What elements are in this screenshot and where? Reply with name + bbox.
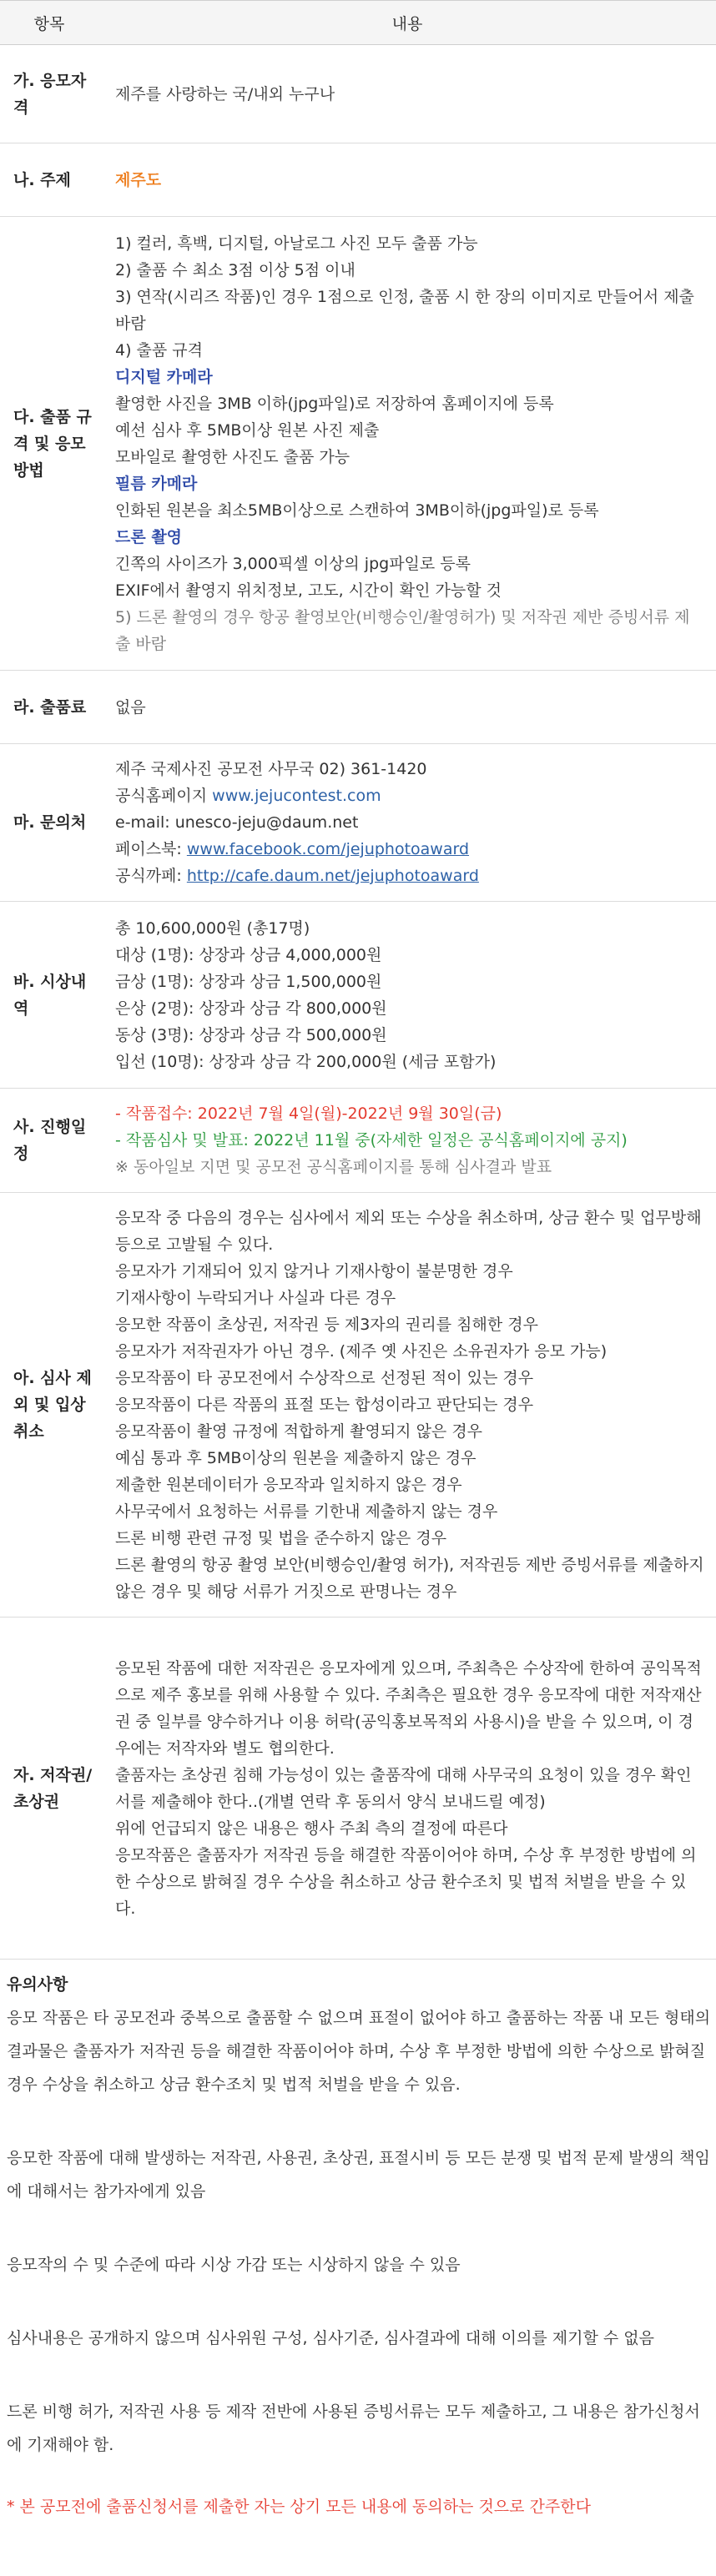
method-line: 4) 출품 규격 — [115, 340, 203, 360]
row-content-exclusion — [98, 1193, 716, 1618]
row-label-exclusion: 아. 심사 제외 및 입상 취소 — [0, 1193, 98, 1618]
digital-camera-heading: 디지털 카메라 — [115, 367, 213, 386]
exclusion-line: 드론 비행 관련 규정 및 법을 준수하지 않은 경우 — [115, 1529, 447, 1547]
method-line: 1) 컬러, 흑백, 디지털, 아날로그 사진 모두 출품 가능 — [115, 234, 478, 253]
table-row — [0, 744, 716, 902]
method-line: 3) 연작(시리즈 작품)인 경우 1점으로 인정, 출품 시 한 장의 이미지로 만들어서 제출 바람 — [115, 287, 694, 333]
method-line: 예선 심사 후 5MB이상 원본 사진 제출 — [115, 420, 380, 440]
exclusion-line: 응모자가 기재되어 있지 않거나 기재사항이 불분명한 경우 — [115, 1262, 513, 1280]
theme-text: 제주도 — [115, 170, 162, 189]
table-header-row — [0, 1, 716, 45]
prize-line: 동상 (3명): 상장과 상금 각 500,000원 — [115, 1025, 387, 1044]
row-content-method — [98, 217, 716, 671]
exclusion-line: 사무국에서 요청하는 서류를 기한내 제출하지 않는 경우 — [115, 1502, 498, 1521]
exclusion-line: 응모작품이 다른 작품의 표절 또는 합성이라고 판단되는 경우 — [115, 1396, 534, 1414]
row-content-prizes — [98, 902, 716, 1089]
homepage-prefix: 공식홈페이지 — [115, 787, 213, 805]
notes-paragraph: 드론 비행 허가, 저작권 사용 등 제작 전반에 사용된 증빙서류는 모두 제출하고, 그 내용은 참가신청서에 기재해야 함. — [7, 2402, 700, 2454]
schedule-receipt: - 작품접수: 2022년 7월 4일(월)-2022년 9월 30일(금) — [115, 1104, 502, 1123]
cafe-link[interactable]: http://cafe.daum.net/jejuphotoaward — [186, 867, 479, 885]
notes-paragraph: 심사내용은 공개하지 않으며 심사위원 구성, 심사기준, 심사결과에 대해 이의를 제기할 수 없음 — [7, 2329, 654, 2347]
table-row — [0, 1618, 716, 1960]
table-row — [0, 1089, 716, 1193]
agreement-notice: * 본 공모전에 출품신청서를 제출한 자는 상기 모든 내용에 동의하는 것으로 간주한다 — [7, 2498, 591, 2516]
table-row — [0, 902, 716, 1089]
exclusion-line: 응모한 작품이 초상권, 저작권 등 제3자의 권리를 침해한 경우 — [115, 1316, 538, 1334]
exclusion-line: 기재사항이 누락되거나 사실과 다른 경우 — [115, 1289, 396, 1307]
exclusion-line: 드론 촬영의 항공 촬영 보안(비행승인/촬영 허가), 저작권등 제반 증빙서류를 제출하지 않은 경우 및 해당 서류가 거짓으로 판명나는 경우 — [115, 1556, 704, 1601]
facebook-link[interactable]: www.facebook.com/jejuphotoaward — [186, 840, 470, 858]
table-row — [0, 143, 716, 217]
table-row — [0, 45, 716, 143]
prize-line: 대상 (1명): 상장과 상금 4,000,000원 — [115, 945, 382, 964]
row-label-contact: 마. 문의처 — [0, 744, 98, 902]
row-content-contact — [98, 744, 716, 902]
prize-line: 총 10,600,000원 (총17명) — [115, 918, 310, 938]
prize-line: 금상 (1명): 상장과 상금 1,500,000원 — [115, 972, 382, 991]
table-row — [0, 217, 716, 671]
exclusion-line: 예심 통과 후 5MB이상의 원본을 제출하지 않은 경우 — [115, 1449, 476, 1467]
facebook-prefix: 페이스북: — [115, 840, 187, 858]
method-line: 촬영한 사진을 3MB 이하(jpg파일)로 저장하여 홈페이지에 등록 — [115, 394, 554, 413]
schedule-note: ※ 동아일보 지면 및 공모전 공식홈페이지를 통해 심사결과 발표 — [115, 1158, 552, 1176]
contact-cafe-line — [115, 863, 704, 889]
method-line: 긴쪽의 사이즈가 3,000픽셀 이상의 jpg파일로 등록 — [115, 554, 471, 573]
row-label-copyright: 자. 저작권/초상권 — [0, 1618, 98, 1960]
prize-line: 입선 (10명): 상장과 상금 각 200,000원 (세금 포함가) — [115, 1052, 497, 1071]
notes-section — [0, 1968, 716, 2523]
exclusion-line: 응모작 중 다음의 경우는 심사에서 제외 또는 수상을 취소하며, 상금 환수 및 업무방해 등으로 고발될 수 있다. — [115, 1209, 702, 1254]
method-line: 인화된 원본을 최소5MB이상으로 스캔하여 3MB이하(jpg파일)로 등록 — [115, 501, 599, 520]
exclusion-line: 응모작품이 타 공모전에서 수상작으로 선정된 적이 있는 경우 — [115, 1369, 534, 1387]
notes-title: 유의사항 — [7, 1975, 68, 1994]
notes-paragraph: 응모 작품은 타 공모전과 중복으로 출품할 수 없으며 표절이 없어야 하고 출품하는 작품 내 모든 형태의 결과물은 출품자가 저작권 등을 해결한 작품이어야 하며, 수상 후 부정한 방법에 의한 수상으로 밝혀질 경우 수상을 취소하고 상금 환수조치 및 법적 처벌을 받을 수 있음. — [7, 2009, 711, 2094]
notes-paragraph: 응모한 작품에 대해 발생하는 저작권, 사용권, 초상권, 표절시비 등 모든 분쟁 및 법적 문제 발생의 책임에 대해서는 참가자에게 있음 — [7, 2149, 710, 2201]
contact-email: e-mail: unesco-jeju@daum.net — [115, 813, 359, 832]
table-row — [0, 1193, 716, 1618]
row-content-fee: 없음 — [98, 671, 716, 744]
homepage-link[interactable]: www.jejucontest.com — [212, 787, 381, 805]
method-line: 모바일로 촬영한 사진도 출품 가능 — [115, 447, 350, 466]
row-content-schedule — [98, 1089, 716, 1193]
row-content-copyright — [98, 1618, 716, 1960]
notes-paragraph: 응모작의 수 및 수준에 따라 시상 가감 또는 시상하지 않을 수 있음 — [7, 2256, 461, 2274]
row-label-fee: 라. 출품료 — [0, 671, 98, 744]
exclusion-line: 응모자가 저작권자가 아닌 경우. (제주 옛 사진은 소유권자가 응모 가능) — [115, 1342, 608, 1361]
method-line: 2) 출품 수 최소 3점 이상 5점 이내 — [115, 260, 355, 279]
row-label-prizes: 바. 시상내역 — [0, 902, 98, 1089]
contact-homepage-line — [115, 782, 704, 809]
method-line: 5) 드론 촬영의 경우 항공 촬영보안(비행승인/촬영허가) 및 저작권 제반 증빙서류 제출 바람 — [115, 607, 690, 653]
exclusion-line: 응모작품이 촬영 규정에 적합하게 촬영되지 않은 경우 — [115, 1422, 483, 1441]
row-label-theme: 나. 주제 — [0, 143, 98, 217]
header-item: 항목 — [0, 1, 98, 45]
row-label-method: 다. 출품 규격 및 응모 방법 — [0, 217, 98, 671]
copyright-line: 위에 언급되지 않은 내용은 행사 주최 측의 결정에 따른다 — [115, 1819, 508, 1838]
cafe-prefix: 공식까페: — [115, 867, 187, 885]
row-label-eligibility: 가. 응모자격 — [0, 45, 98, 143]
prize-line: 은상 (2명): 상장과 상금 각 800,000원 — [115, 999, 387, 1018]
copyright-line: 응모작품은 출품자가 저작권 등을 해결한 작품이어야 하며, 수상 후 부정한 방법에 의한 수상으로 밝혀질 경우 수상을 취소하고 상금 환수조치 및 법적 처벌을 받을 수 있다. — [115, 1845, 697, 1918]
drone-heading: 드론 촬영 — [115, 527, 183, 546]
film-camera-heading: 필름 카메라 — [115, 474, 198, 493]
table-row — [0, 671, 716, 744]
contact-facebook-line — [115, 836, 704, 863]
contact-office: 제주 국제사진 공모전 사무국 02) 361-1420 — [115, 760, 427, 778]
method-line: EXIF에서 촬영지 위치정보, 고도, 시간이 확인 가능할 것 — [115, 581, 502, 600]
row-content-eligibility: 제주를 사랑하는 국/내외 누구나 — [98, 45, 716, 143]
row-label-schedule: 사. 진행일정 — [0, 1089, 98, 1193]
copyright-line: 출품자는 초상권 침해 가능성이 있는 출품작에 대해 사무국의 요청이 있을 경우 확인서를 제출해야 한다..(개별 연락 후 동의서 양식 보내드릴 예정) — [115, 1765, 692, 1811]
header-content: 내용 — [98, 1, 716, 45]
exclusion-line: 제출한 원본데이터가 응모작과 일치하지 않은 경우 — [115, 1476, 462, 1494]
copyright-line: 응모된 작품에 대한 저작권은 응모자에게 있으며, 주최측은 수상작에 한하여 공익목적으로 제주 홍보를 위해 사용할 수 있다. 주최측은 필요한 경우 응모작에 대한 저작재산권 중 일부를 양수하거나 이용 허락(공익홍보목적외 사용시)을 받을 수 있으며, 이 경우에는 저작자와 별도 협의한다. — [115, 1658, 702, 1758]
schedule-judging: - 작품심사 및 발표: 2022년 11월 중(자세한 일정은 공식홈페이지에 공지) — [115, 1131, 628, 1150]
